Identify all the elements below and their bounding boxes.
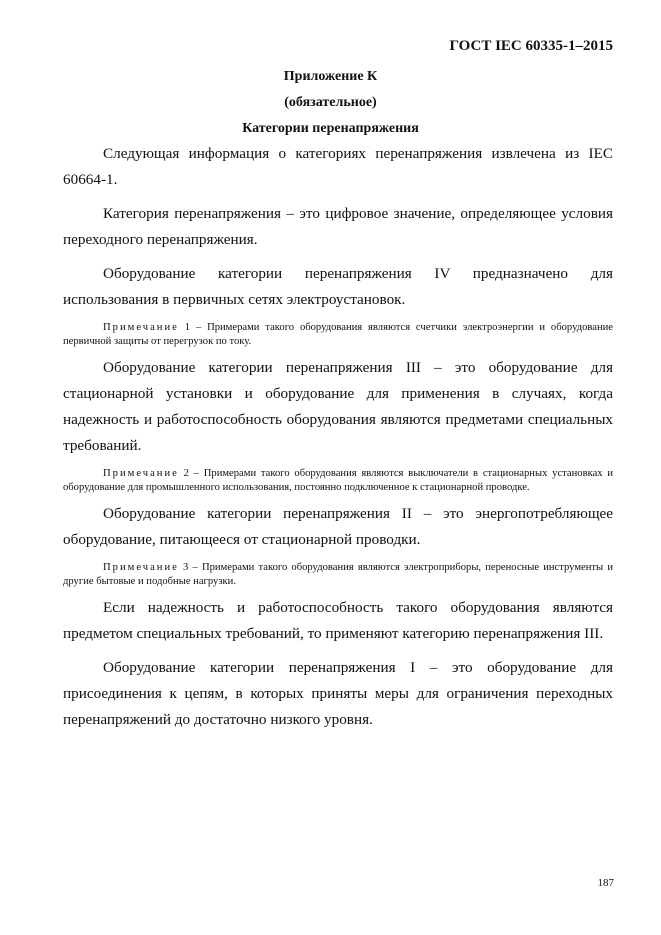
annex-heading: Категории перенапряжения <box>242 121 419 136</box>
document-body <box>63 141 613 741</box>
note-3 <box>63 561 613 589</box>
note-2 <box>63 467 613 495</box>
annex-titles <box>0 64 661 142</box>
note-label: Примечание <box>103 468 179 479</box>
note-label: Примечание <box>103 562 179 573</box>
paragraph-1: Следующая информация о категориях перенапряжения извлечена из IEC 60664-1. <box>63 145 613 188</box>
page-number: 187 <box>597 877 614 889</box>
annex-title: Приложение К <box>283 69 378 84</box>
note-text: 1 – Примерами такого оборудования являются счетчики электроэнергии и оборудование первичной защиты от перегрузок по току. <box>63 322 613 347</box>
paragraph-4: Оборудование категории перенапряжения III – это оборудование для стационарной установки и оборудование для применения в случаях, когда надежность и работоспособность оборудования являются предметами специальных требований. <box>63 359 613 454</box>
standard-header: ГОСТ IEC 60335-1–2015 <box>449 38 613 54</box>
paragraph-5: Оборудование категории перенапряжения II – это энергопотребляющее оборудование, питающееся от стационарной проводки. <box>63 505 613 548</box>
paragraph-2: Категория перенапряжения – это цифровое значение, определяющее условия переходного перенапряжения. <box>63 205 613 248</box>
note-label: Примечание <box>103 322 179 333</box>
note-text: 2 – Примерами такого оборудования являются выключатели в стационарных установках и оборудование для промышленного использования, постоянно подключенное к стационарной проводке. <box>63 468 613 493</box>
note-1 <box>63 321 613 349</box>
paragraph-6: Если надежность и работоспособность такого оборудования являются предметом специальных требований, то применяют категорию перенапряжения III. <box>63 599 613 642</box>
paragraph-3: Оборудование категории перенапряжения IV предназначено для использования в первичных сетях электроустановок. <box>63 265 613 308</box>
note-text: 3 – Примерами такого оборудования являются электроприборы, переносные инструменты и другие бытовые и подобные нагрузки. <box>63 562 613 587</box>
paragraph-7: Оборудование категории перенапряжения I – это оборудование для присоединения к цепям, в которых приняты меры для ограничения переходных перенапряжений до достаточно низкого уровня. <box>63 659 613 728</box>
annex-status: (обязательное) <box>284 95 377 110</box>
